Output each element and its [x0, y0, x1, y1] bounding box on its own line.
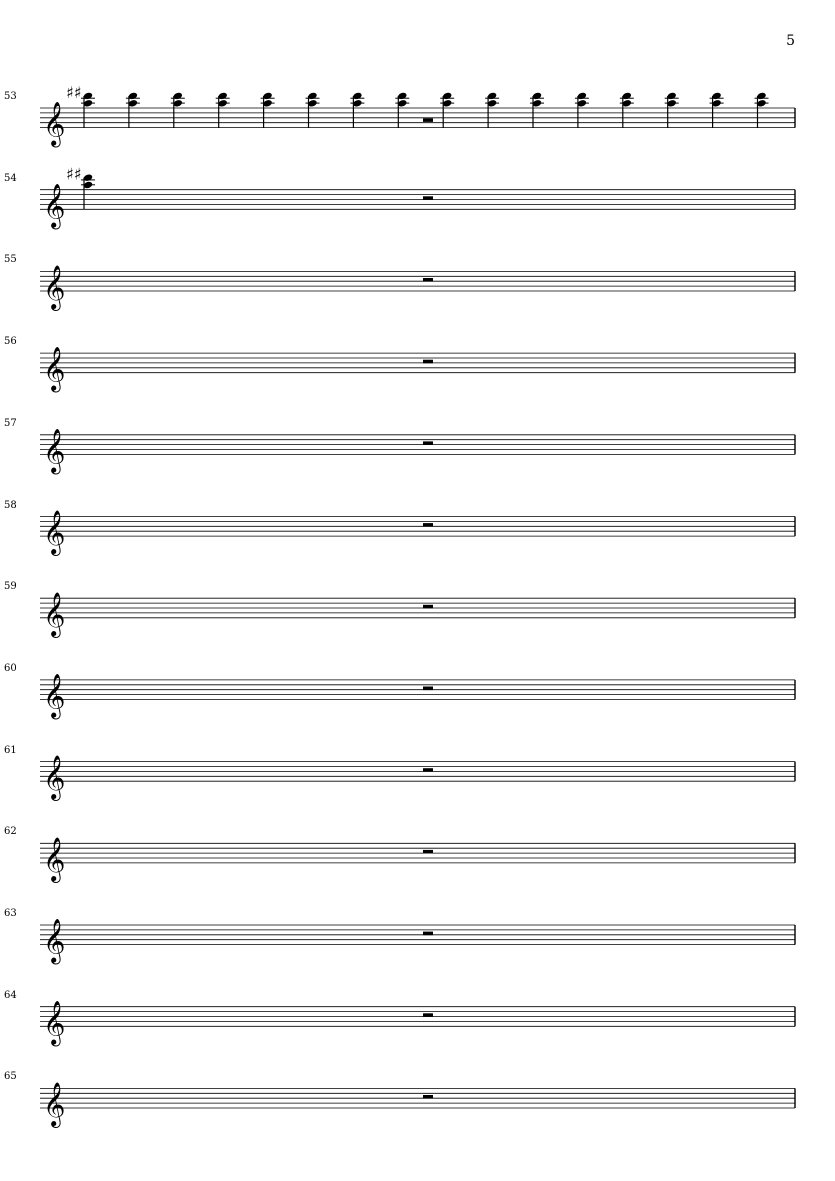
treble-clef-icon: [43, 1082, 65, 1128]
measure-number: 62: [4, 826, 17, 838]
half-rest-icon: [423, 1095, 433, 1099]
measure-number: 59: [4, 581, 17, 593]
measure-number: 56: [4, 336, 17, 348]
measure-number: 63: [4, 908, 17, 919]
measure-number: 64: [4, 989, 17, 1001]
svg-text:𝄞: 𝄞: [43, 836, 66, 881]
svg-text:𝄞: 𝄞: [43, 1000, 66, 1045]
svg-text:𝄞: 𝄞: [43, 755, 66, 800]
page-number: 5: [786, 33, 795, 49]
sharp-icon: ♯♯: [66, 164, 82, 184]
svg-text:𝄞: 𝄞: [43, 346, 66, 391]
svg-text:𝄞: 𝄞: [43, 1082, 66, 1126]
sharp-icon: ♯♯: [66, 82, 82, 102]
measure-number: 60: [4, 662, 17, 674]
svg-text:𝄞: 𝄞: [43, 673, 66, 718]
measure-number: 54: [4, 172, 17, 184]
svg-text:𝄞: 𝄞: [43, 918, 66, 963]
svg-text:𝄞: 𝄞: [43, 428, 66, 473]
measure-number: 65: [4, 1071, 17, 1083]
measure-number: 61: [4, 744, 17, 756]
svg-text:𝄞: 𝄞: [43, 265, 66, 309]
svg-text:𝄞: 𝄞: [43, 591, 66, 636]
measure-number: 53: [4, 91, 17, 102]
measure-number: 55: [4, 254, 17, 266]
svg-text:𝄞: 𝄞: [43, 183, 66, 228]
measure-number: 57: [4, 417, 17, 429]
svg-text:𝄞: 𝄞: [43, 510, 66, 555]
svg-text:𝄞: 𝄞: [43, 101, 66, 146]
measure-number: 58: [4, 499, 17, 511]
